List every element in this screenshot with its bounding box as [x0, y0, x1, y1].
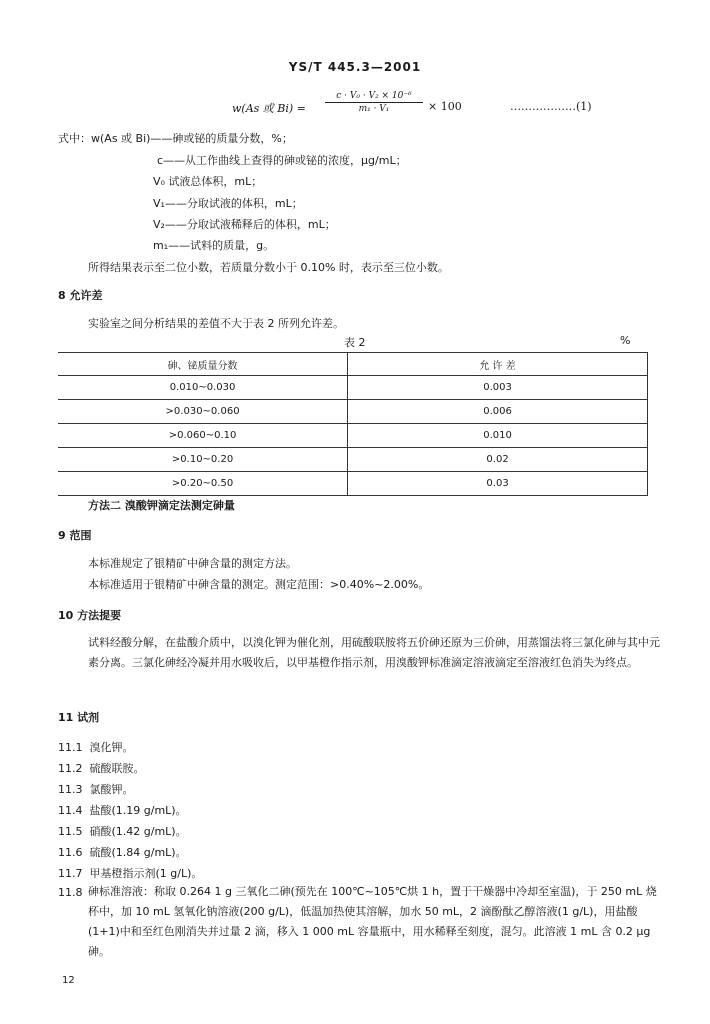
- reagent-text: 溴化钾。: [89, 741, 134, 754]
- section-8-title: 8 允许差: [58, 289, 103, 302]
- reagent-item-11-8: 砷标准溶液：称取 0.264 1 g 三氧化二砷(预先在 100℃~105℃烘 1 h，置于干燥器中冷却至室温)，于 250 mL 烧杯中，加 10 mL 氢氧化钠溶液(200 g/L)，低温加热使其溶解，加水 50 mL，2 滴酚酞乙醇溶液(1 g/L)，用盐酸(1+1)中和至红色刚消失并过量 2 滴，移入 1 000 mL 容量瓶中，用水稀释至刻度，混匀。此溶液 1 mL 含 0.2 μg 砷。: [88, 885, 657, 958]
- table-row: [58, 472, 648, 496]
- reagent-number: 11.3: [58, 783, 83, 796]
- table-cell: 0.03: [348, 472, 648, 496]
- standard-header: YS/T 445.3—2001: [288, 60, 422, 74]
- formula-fraction: [325, 91, 423, 114]
- where-item: V₁——分取试液的体积，mL；: [153, 197, 303, 210]
- formula-numerator: c · V₀ · V₂ × 10⁻⁶: [325, 91, 423, 103]
- reagent-number: 11.5: [58, 825, 83, 838]
- where-item: m₁——试料的质量，g。: [153, 239, 275, 252]
- table-cell: 0.02: [348, 448, 648, 472]
- reagent-item: [58, 781, 134, 797]
- table-header-row: [58, 353, 648, 376]
- table-cell: >0.20~0.50: [58, 472, 348, 496]
- table-header-cell: 砷、铋质量分数: [58, 353, 348, 376]
- reagent-text: 硝酸(1.42 g/mL)。: [89, 825, 187, 838]
- section-8-text: 实验室之间分析结果的差值不大于表 2 所列允许差。: [88, 317, 344, 330]
- formula-equation-number: ………………(1): [510, 100, 592, 113]
- page-number: 12: [62, 975, 75, 986]
- table-2-unit: %: [620, 334, 631, 347]
- reagent-text: 甲基橙指示剂(1 g/L)。: [89, 867, 203, 880]
- reagent-text: 硫酸(1.84 g/mL)。: [89, 846, 187, 859]
- reagent-number: 11.7: [58, 867, 83, 880]
- section-11-title: 11 试剂: [58, 711, 100, 724]
- table-cell: 0.006: [348, 400, 648, 424]
- formula-tail: × 100: [428, 100, 462, 113]
- section-9-line: 本标准适用于银精矿中砷含量的测定。测定范围：>0.40%~2.00%。: [88, 578, 430, 591]
- section-9-title: 9 范围: [58, 529, 92, 542]
- reagent-text: 盐酸(1.19 g/mL)。: [89, 804, 187, 817]
- where-item: V₂——分取试液稀释后的体积，mL；: [153, 218, 336, 231]
- reagent-number: 11.2: [58, 762, 83, 775]
- reagent-number: 11.8: [58, 886, 83, 899]
- section-10-text: 试料经酸分解，在盐酸介质中，以溴化钾为催化剂，用硫酸联胺将五价砷还原为三价砷，用蒸馏法将三氯化砷与其中元素分离。三氯化砷经冷凝并用水吸收后，以甲基橙作指示剂，用溴酸钾标准滴定溶液滴定至溶液红色消失为终点。: [88, 636, 660, 669]
- reagent-item: [58, 823, 187, 839]
- reagent-item: [58, 865, 202, 881]
- reagent-item: [58, 844, 187, 860]
- table-cell: 0.010~0.030: [58, 376, 348, 400]
- result-note: 所得结果表示至二位小数，若质量分数小于 0.10% 时，表示至三位小数。: [88, 261, 449, 274]
- table-2-caption: 表 2: [344, 336, 366, 349]
- table-header-cell: 允 许 差: [348, 353, 648, 376]
- reagent-item: [58, 802, 187, 818]
- formula-lhs: w(As 或 Bi) =: [232, 102, 306, 115]
- where-item: c——从工作曲线上查得的砷或铋的浓度，μg/mL；: [157, 154, 407, 167]
- table-row: [58, 376, 648, 400]
- reagent-item: [58, 739, 134, 755]
- reagent-item: [58, 760, 145, 776]
- table-cell: 0.003: [348, 376, 648, 400]
- where-item: V₀ 试液总体积，mL；: [153, 175, 263, 188]
- reagent-number: 11.6: [58, 846, 83, 859]
- where-intro: 式中：w(As 或 Bi)——砷或铋的质量分数，%；: [58, 132, 293, 145]
- reagent-number: 11.4: [58, 804, 83, 817]
- table-row: [58, 424, 648, 448]
- table-cell: >0.060~0.10: [58, 424, 348, 448]
- section-9-line: 本标准规定了银精矿中砷含量的测定方法。: [88, 557, 297, 570]
- reagent-text: 硫酸联胺。: [89, 762, 145, 775]
- table-row: [58, 448, 648, 472]
- table-cell: 0.010: [348, 424, 648, 448]
- reagent-text: 氯酸钾。: [89, 783, 134, 796]
- formula-denominator: m₁ · V₁: [358, 104, 390, 114]
- section-10-title: 10 方法提要: [58, 609, 122, 622]
- table-row: [58, 400, 648, 424]
- table-cell: >0.10~0.20: [58, 448, 348, 472]
- reagent-number: 11.1: [58, 741, 83, 754]
- table-2: [58, 352, 648, 496]
- method-2-title: 方法二 溴酸钾滴定法测定砷量: [88, 499, 235, 512]
- table-cell: >0.030~0.060: [58, 400, 348, 424]
